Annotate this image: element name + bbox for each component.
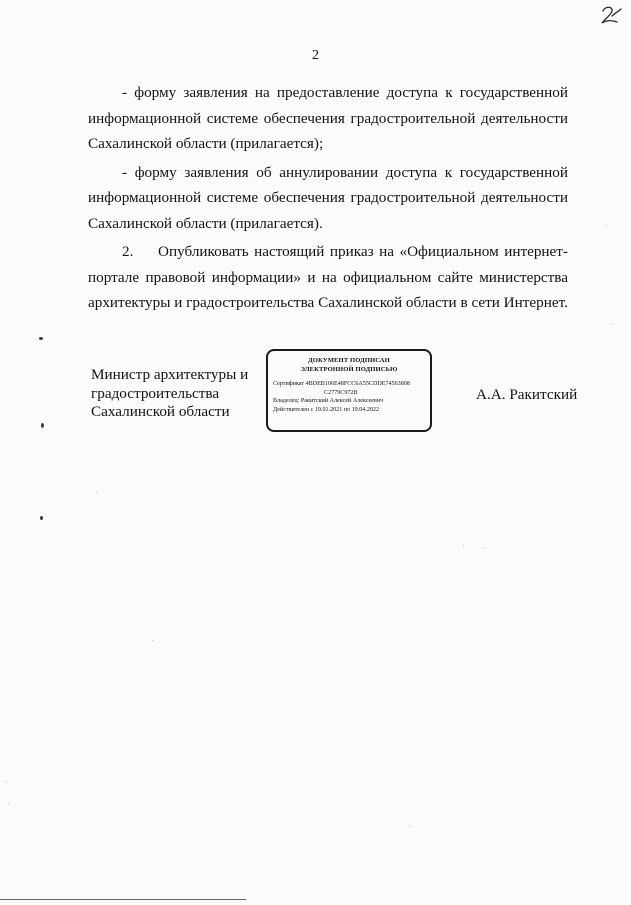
handwritten-page-mark (598, 4, 624, 26)
scan-dot (611, 324, 612, 325)
scan-speck (41, 423, 44, 428)
scan-dot (152, 640, 153, 641)
stamp-details (268, 374, 430, 414)
stamp-validity: Действителен с 19.01.2021 по 19.04.2022 (273, 406, 380, 413)
stamp-certificate-cont: C2779C972B (324, 389, 358, 396)
scan-dot (484, 548, 485, 549)
scan-dot (463, 545, 464, 546)
footer-line (0, 899, 246, 900)
signer-position: Министр архитектуры и градостроительства Сахалинской области (91, 366, 249, 421)
scan-dot (410, 826, 411, 827)
paragraph-publish-order: 2. Опубликовать настоящий приказ на «Официальном интернет- портале правовой информации» и на официальном сайте министерства архитектуры и градостроительства Сахалинской области в сети Интернет. (88, 239, 568, 316)
paragraph-cancellation-form: - форму заявления об аннулировании доступа к государственной информационной системе обеспечения градостроительной деятельности Сахалинской области (прилагается). (88, 163, 568, 232)
stamp-certificate: Сертификат 4BDEB106E48FCC6A55CDDE74563808 (273, 381, 410, 387)
body-text (88, 80, 568, 316)
scan-speck (40, 516, 43, 520)
page-number: 2 (312, 48, 319, 63)
stamp-heading: ДОКУМЕНТ ПОДПИСАН ЭЛЕКТРОННОЙ ПОДПИСЬЮ (300, 357, 398, 373)
scan-speck (39, 337, 43, 340)
paragraph-number: 2. (122, 243, 134, 260)
paragraph-application-form: - форму заявления на предоставление доступа к государственной информационной системе обеспечения градостроительной деятельности Сахалинской области (прилагается); (88, 84, 568, 152)
signer-name: А.А. Ракитский (476, 386, 578, 403)
electronic-signature-stamp (266, 349, 432, 432)
scan-dot (8, 803, 9, 804)
scan-dot (96, 492, 97, 493)
scan-dot (5, 781, 6, 782)
stamp-owner: Владелец: Ракитский Алексей Алексеевич (273, 398, 384, 405)
scan-dot (606, 226, 607, 227)
